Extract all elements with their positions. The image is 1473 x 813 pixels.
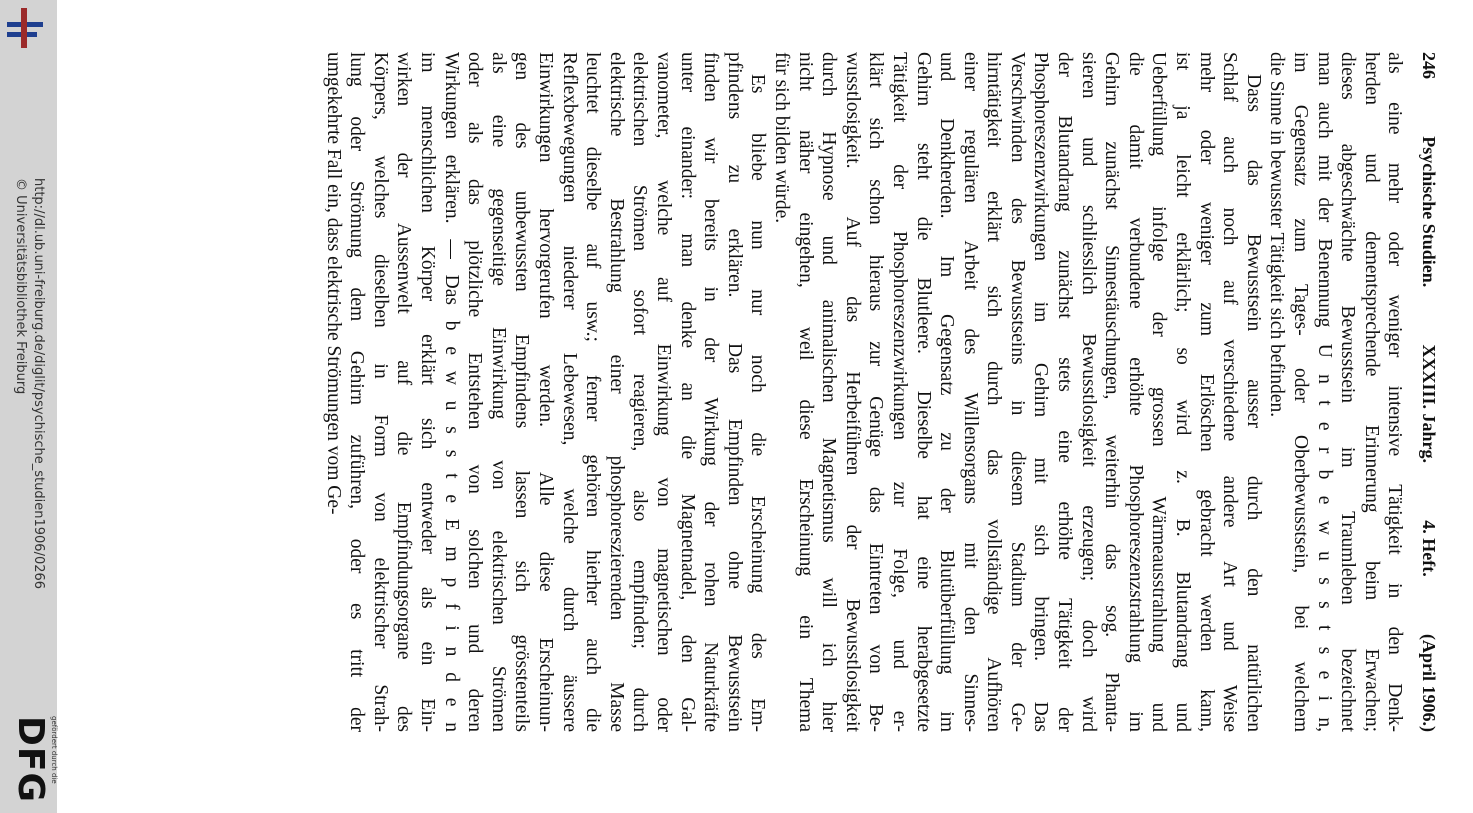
text-line: im menschlichen Körper erklärt sich entweder als ein Ein- (417, 52, 439, 732)
text-line: herden und dementsprechende Erinnerung beim Erwachen; (1360, 52, 1382, 732)
text-line: nicht näher eingehen, weil diese Erscheinung ein Thema (794, 52, 816, 732)
dfg-logo-text: DFG (10, 716, 51, 804)
text-line: oder als das plötzliche Entstehen von solchen und deren (464, 52, 486, 732)
text-line: klärt sich schon hieraus zur Genüge das Eintreten von Be- (865, 52, 887, 732)
page-content (321, 52, 1440, 732)
scanned-page (190, 52, 1440, 732)
text-line: Wirkungen erklären. — Das b e w u s s t e E m p f i n d e n (440, 52, 462, 732)
text-line: Tätigkeit der Phosphoreszenzwirkungen zur Folge, und er- (888, 52, 910, 732)
text-line: Phosphoreszenzwirkungen im Gehirn mit sich bringen. Das (1030, 52, 1052, 732)
text-line: wusstlosigkeit. Auf das Herbeiführen der Bewusstlosigkeit (841, 52, 863, 732)
text-line: im Gegensatz zum Tages- oder Oberbewusstsein, bei welchem (1290, 52, 1312, 732)
text-line: wirken der Aussenwelt auf die Empfindungsorgane des (393, 52, 415, 732)
text-line: lung oder Strömung dem Gehirn zuführen, oder es tritt der (346, 52, 368, 732)
text-line: Dass das Bewusstsein ausser durch den natürlichen (1242, 74, 1264, 732)
text-line: und Denkherden. Im Gegensatz zu der Blutüberfüllung im (936, 52, 958, 732)
text-line: finden wir bereits in der Wirkung der rohen Naturkräfte (700, 52, 722, 732)
running-header (1416, 52, 1440, 732)
paragraph (321, 52, 769, 732)
paragraph (1265, 52, 1407, 732)
text-line: Reflexbewegungen niederer Lebewesen, welche durch äussere (558, 52, 580, 732)
text-line: Schlaf auch noch auf verschiedene andere Art und Weise (1219, 52, 1241, 732)
university-logo-icon (5, 6, 45, 52)
text-line: Verschwinden des Bewusstseins in diesem Stadium der Ge- (1006, 52, 1028, 732)
text-line: Gehirn steht die Blutleere. Dieselbe hat eine herabgesetzte (912, 52, 934, 732)
text-line: für sich bilden würde. (770, 52, 792, 224)
dfg-logo (6, 716, 58, 806)
body-text (321, 52, 1406, 732)
sidebar-citation (6, 178, 58, 638)
text-line: als eine gegenseitige Einwirkung von elektrischen Strömen (487, 52, 509, 732)
text-line: die damit verbundene erhöhte Phosphoreszenzstrahlung im (1124, 52, 1146, 732)
issue-label: 4. Heft. (1419, 520, 1439, 577)
text-line: einer regulären Arbeit des Willensorgans mit den Sinnes- (959, 52, 981, 732)
text-line: gen des unbewussten Empfindens lassen sich grösstenteils (511, 52, 533, 732)
text-line: sieren und schliesslich Bewusstlosigkeit erzeugen; doch wird (1077, 52, 1099, 732)
text-line: dieses abgeschwächte Bewusstsein im Traumleben bezeichnet (1337, 52, 1359, 732)
text-line: der Blutandrang zunächst stets eine erhöhte Tätigkeit der (1054, 52, 1076, 732)
source-url[interactable]: http://dl.ub.uni-freiburg.de/diglit/psychische_studien1906/0266 (31, 178, 46, 590)
page-number: 246 (1419, 52, 1439, 79)
text-line: man auch mit der Benennung U n t e r b e w u s s t s e i n, (1313, 52, 1335, 732)
text-line: vanometer, welche auf Einwirkung von magnetischen oder (653, 52, 674, 732)
journal-title: Psychische Studien. (1419, 136, 1439, 288)
text-line: die Sinne in bewusster Tätigkeit sich befinden. (1266, 52, 1288, 418)
text-line: mehr oder weniger zum Erlöschen gebracht werden kann, (1195, 52, 1217, 732)
funded-by-label: gefördert durch die (50, 716, 58, 784)
volume-label: XXXIII. Jahrg. (1419, 344, 1439, 464)
text-line: leuchtet dieselbe auf usw.; ferner gehören hierher auch die (582, 52, 604, 732)
text-line: unter einander: man denke an die Magnetnadel, den Gal- (676, 52, 698, 732)
text-line: als eine mehr oder weniger intensive Tätigkeit in den Denk- (1384, 52, 1406, 732)
viewer-sidebar (0, 0, 57, 813)
text-line: durch Hypnose und animalischen Magnetismus will ich hier (818, 52, 840, 732)
copyright-notice: © Universitätsbibliothek Freiburg (13, 178, 28, 395)
text-line: Ueberfüllung infolge der grossen Wärmeausstrahlung und (1148, 52, 1170, 732)
text-line: pfindens zu erklären. Das Empfinden ohne Bewusstsein (723, 52, 745, 732)
text-line: umgekehrte Fall ein, dass elektrische Strömungen vom Ge- (322, 52, 344, 515)
text-line: Körpers, welches dieselben in Form von elektrischer Strah- (369, 52, 391, 732)
text-line: Einwirkungen hervorgerufen werden. Alle diese Erscheinun- (535, 52, 557, 732)
text-line: elektrische Bestrahlung einer phosphoreszierenden Masse (605, 52, 627, 732)
text-line: Es bliebe nun nur noch die Erscheinung des Em- (747, 74, 769, 732)
paragraph (769, 52, 1264, 732)
text-line: ist ja leicht erklärlich; so wird z. B. Blutandrang und (1172, 52, 1194, 732)
text-line: Gehirn zunächst Sinnestäuschungen, weiterhin das sog. Phanta- (1101, 52, 1123, 732)
text-line: hirntätigkeit erklärt sich durch das vollständige Aufhören (983, 52, 1005, 732)
issue-date: (April 1906.) (1419, 633, 1439, 732)
text-line: elektrischen Strömen sofort reagieren, also empfinden; durch (629, 52, 651, 732)
